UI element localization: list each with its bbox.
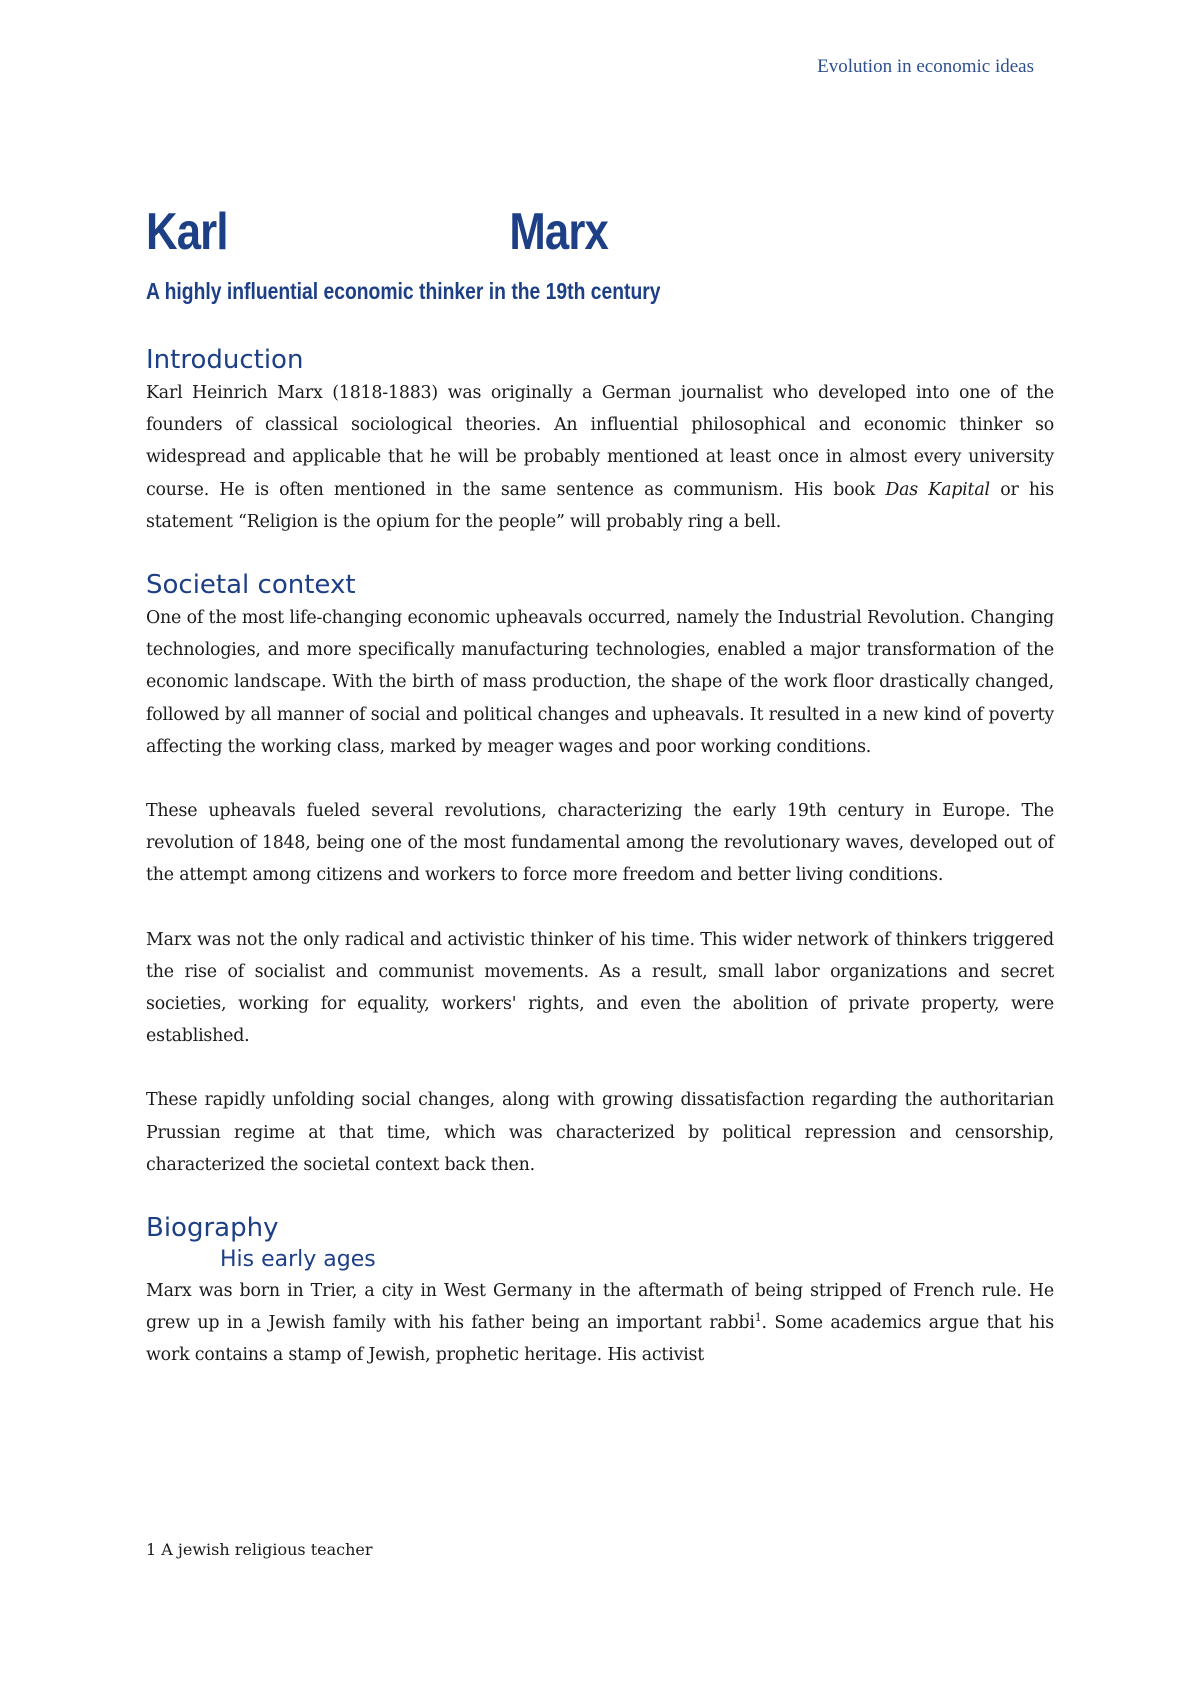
page-subtitle: A highly influential economic thinker in the 19th century: [146, 278, 661, 304]
book-title: Das Kapital: [885, 479, 990, 500]
page-content: [146, 196, 1054, 1372]
footnote-reference[interactable]: 1: [754, 1311, 762, 1325]
biography-heading: Biography: [146, 1213, 279, 1244]
bio-text-part-2: . Some academics argue that his work contains a stamp of Jewish, prophetic heritage. His activist: [146, 1313, 1054, 1366]
introduction-paragraph: [146, 377, 1054, 538]
page-title: [146, 203, 608, 261]
context-paragraph-4: These rapidly unfolding social changes, along with growing dissatisfaction regarding the authoritarian Prussian regime at that time, which was characterized by political repression and censorship, characterized the societal context back then.: [146, 1090, 1054, 1175]
biography-section: [146, 1211, 1054, 1372]
title-first-name: Karl: [146, 203, 228, 261]
context-paragraph-1: One of the most life-changing economic upheavals occurred, namely the Industrial Revolution. Changing technologies, and more specifically manufacturing technologies, enabled a major transformation of the economic landscape. With the birth of mass production, the shape of the work floor drastically changed, followed by all manner of social and political changes and upheavals. It resulted in a new kind of poverty affecting the working class, marked by meager wages and poor working conditions.: [146, 608, 1054, 757]
early-ages-subheading: His early ages: [220, 1247, 376, 1273]
biography-paragraph: [146, 1275, 1054, 1372]
footnote-text: A jewish religious teacher: [161, 1540, 373, 1559]
context-paragraph-3: Marx was not the only radical and activistic thinker of his time. This wider network of thinkers triggered the rise of socialist and communist movements. As a result, small labor organizations and secret societies, working for equality, workers' rights, and even the abolition of private property, were established.: [146, 929, 1054, 1047]
footnote-number: 1: [146, 1540, 157, 1559]
introduction-heading: Introduction: [146, 345, 304, 375]
societal-context-heading: Societal context: [146, 570, 356, 601]
context-paragraph-2: These upheavals fueled several revolutions, characterizing the early 19th century in Europe. The revolution of 1848, being one of the most fundamental among the revolutionary waves, developed out of the attempt among citizens and workers to force more freedom and better living conditions.: [146, 801, 1054, 886]
running-header: Evolution in economic ideas: [817, 56, 1034, 77]
bio-text-part-1: Marx was born in Trier, a city in West Germany in the aftermath of being stripped of French rule. He grew up in a Jewish family with his father being an important rabbi: [146, 1281, 1054, 1334]
title-last-name: Marx: [509, 203, 608, 261]
footnote: [146, 1540, 373, 1559]
intro-text-part-2: or his statement “Religion is the opium for the people” will probably ring a bell.: [146, 479, 1054, 532]
introduction-section: [146, 343, 1054, 538]
intro-text-part-1: Karl Heinrich Marx (1818-1883) was originally a German journalist who developed into one of the founders of classical sociological theories. An influential philosophical and economic thinker so widespread and applicable that he will be probably mentioned at least once in almost every university course. He is often mentioned in the same sentence as communism. His book: [146, 383, 1054, 500]
societal-context-section: [146, 568, 1054, 1181]
